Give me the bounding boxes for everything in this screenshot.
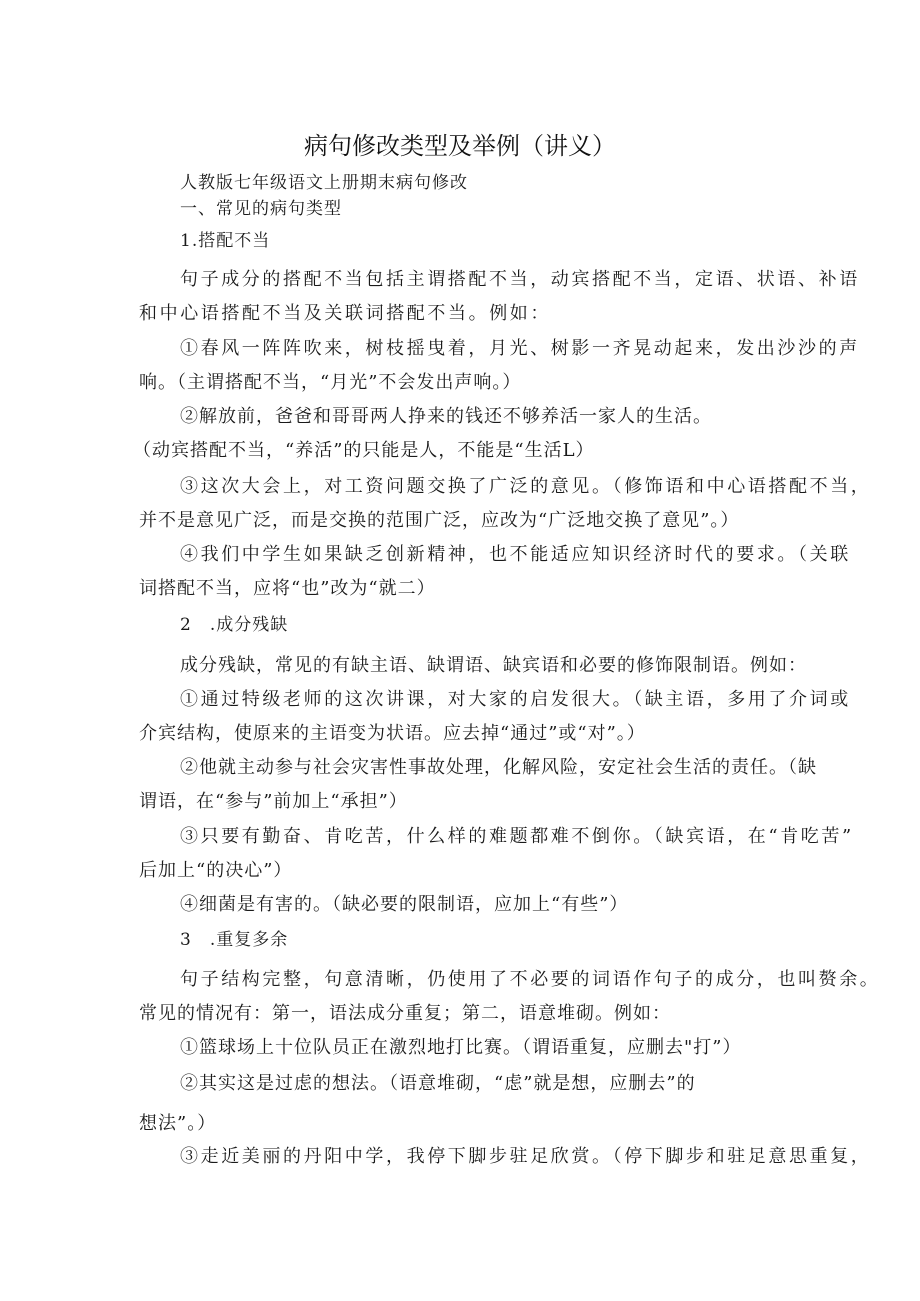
example-line: 词搭配不当，应将“也”改为“就二） [139,578,436,599]
example-line: 想法”。） [139,1113,217,1134]
example-line: 谓语，在“参与”前加上“承担”） [139,791,408,812]
subsection-heading: 1.搭配不当 [180,231,271,251]
example-line: ②他就主动参与社会灾害性事故处理，化解风险，安定社会生活的责任。（缺 [180,757,817,778]
subsection-heading: 3 .重复多余 [180,930,289,950]
paragraph-line: 常见的情况有：第一，语法成分重复；第二，语意堆砌。例如： [139,1003,671,1024]
example-line: ①篮球场上十位队员正在激烈地打比赛。（谓语重复，应删去"打”） [180,1037,742,1058]
example-line: ①春风一阵阵吹来，树枝摇曳着，月光、树影一齐晃动起来，发出沙沙的声 [180,338,860,359]
example-line: 后加上“的决心”） [139,860,293,881]
example-line: 并不是意见广泛，而是交换的范围广泛，应改为“广泛地交换了意见”。） [139,510,740,531]
example-line: ④我们中学生如果缺乏创新精神，也不能适应知识经济时代的要求。（关联 [180,544,851,565]
example-line: （动宾搭配不当，“养活”的只能是人，不能是“生活L） [133,440,595,461]
paragraph-line: 句子结构完整，句意清晰，仍使用了不必要的词语作句子的成分，也叫赘余。 [180,969,881,990]
subtitle: 人教版七年级语文上册期末病句修改 [180,173,468,193]
paragraph-line: 句子成分的搭配不当包括主谓搭配不当，动宾搭配不当，定语、状语、补语 [180,269,860,290]
section-heading: 一、常见的病句类型 [180,199,342,219]
subsection-heading: 2 .成分残缺 [180,615,289,635]
page-title: 病句修改类型及举例（讲义） [304,132,616,160]
example-line: ③走近美丽的丹阳中学，我停下脚步驻足欣赏。（停下脚步和驻足意思重复， [180,1146,872,1167]
example-line: ③只要有勤奋、肯吃苦，什么样的难题都难不倒你。（缺宾语，在“肯吃苦” [180,826,854,847]
example-line: ①通过特级老师的这次讲课，对大家的启发很大。（缺主语，多用了介词或 [180,689,851,710]
example-line: ②其实这是过虑的想法。（语意堆砌，“虑”就是想，应删去”的 [180,1073,696,1094]
example-line: ②解放前，爸爸和哥哥两人挣来的钱还不够养活一家人的生活。 [180,406,712,427]
paragraph-line: 和中心语搭配不当及关联词搭配不当。例如： [139,303,551,324]
example-line: 介宾结构，使原来的主语变为状语。应去掉“通过”或“对”。） [139,723,646,744]
example-line: ③这次大会上，对工资问题交换了广泛的意见。（修饰语和中心语搭配不当， [180,476,872,497]
example-line: ④细菌是有害的。（缺必要的限制语，应加上“有些”） [180,894,629,915]
example-line: 响。（主谓搭配不当，“月光”不会发出声响。） [139,372,522,393]
paragraph-line: 成分残缺，常见的有缺主语、缺谓语、缺宾语和必要的修饰限制语。例如： [180,655,807,676]
